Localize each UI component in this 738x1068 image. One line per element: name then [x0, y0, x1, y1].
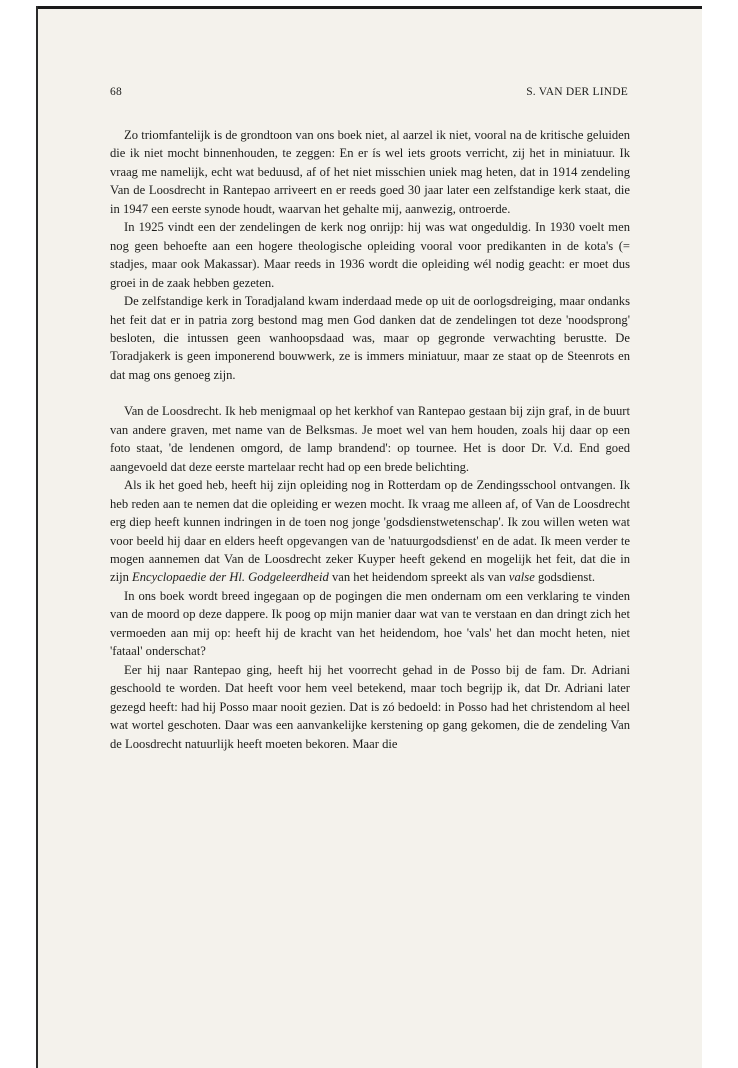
scan-left-border [36, 6, 38, 1068]
paragraph-text: In 1925 vindt een der zendelingen de kerk nog onrijp: hij was wat ongeduldig. In 1930 voelt men nog geen behoefte aan een hogere theologische opleiding vooral voor predikanten in de kota's (= stadjes, maar ook Makassar). Maar reeds in 1936 wordt die opleiding wél nodig geacht: er moet dus groei in de zaak hebben gezeten. [110, 220, 630, 290]
paragraph-text: godsdienst. [534, 570, 595, 585]
paragraph-text: Zo triomfantelijk is de grondtoon van ons boek niet, al aarzel ik niet, vooral na de kritische geluiden die ik niet mocht binnenhouden, te zeggen: En er ís wel iets groots verricht, zij het in miniatuur. Ik vraag me namelijk, echt wat beduusd, af of het niet misschien uniek mag heten, dat in 1914 zendeling Van de Loosdrecht in Rantepao arriveert en er reeds goed 30 jaar later een zelfstandige kerk staat, die in 1947 een eerste synode houdt, waarvan het gehalte mij, aanwezig, ontroerde. [110, 128, 630, 216]
scan-top-border [36, 6, 702, 9]
paragraph-text: Van de Loosdrecht. Ik heb menigmaal op het kerkhof van Rantepao gestaan bij zijn graf, in de buurt van andere graven, met name van de Belksmas. Je moet wel van hem houden, zoals hij daar op een foto staat, 'de lendenen omgord, de lamp brandend': op tournee. Het is door Dr. V.d. End goed aangevoeld dat deze eerste martelaar recht had op een brede belichting. [110, 404, 630, 474]
paragraph-7 [110, 661, 630, 753]
book-title-italic: Encyclopaedie der Hl. Godgeleerdheid [132, 570, 329, 585]
paragraph-4 [110, 402, 630, 476]
paragraph-text: De zelfstandige kerk in Toradjaland kwam inderdaad mede op uit de oorlogsdreiging, maar ondanks het feit dat er in patria zorg bestond mag men God danken dat de zendelingen tot deze 'noodsprong' besloten, die intussen geen wanhoopsdaad was, maar op gegronde verwachting berustte. De Toradjakerk is geen imponerend bouwwerk, ze is immers miniatuur, maar ze staat op de Steenrots en dat mag ons genoeg zijn. [110, 294, 630, 382]
paragraph-text: Eer hij naar Rantepao ging, heeft hij het voorrecht gehad in de Posso bij de fam. Dr. Adriani geschoold te worden. Dat heeft voor hem veel betekend, maar toch begrijp ik, dat Dr. Adriani later gezegd heeft: had hij Posso maar nooit gezien. Dat is zó bedoeld: in Posso had het christendom al heel wat wortel geschoten. Daar was een aanvankelijke kerstening op gang gekomen, die de zendeling Van de Loosdrecht natuurlijk heeft moeten bekoren. Maar die [110, 662, 630, 751]
paragraph-3 [110, 292, 630, 384]
paragraph-text: van het heidendom spreekt als van [328, 570, 509, 585]
paragraph-2 [110, 218, 630, 292]
paragraph-6 [110, 587, 630, 661]
page-number: 68 [110, 86, 122, 98]
paragraph-1 [110, 126, 630, 218]
body-text [110, 126, 630, 753]
running-head: S. VAN DER LINDE [526, 86, 628, 98]
emphasis-italic: valse [508, 570, 535, 585]
paragraph-text: In ons boek wordt breed ingegaan op de pogingen die men ondernam om een verklaring te vinden van de moord op deze dappere. Ik poog op mijn manier daar wat van te verstaan en dan dringt zich het vermoeden aan mij op: heeft hij de kracht van het heidendom, hoe 'vals' het dan mocht heten, niet 'fataal' onderschat? [110, 588, 630, 659]
paragraph-text: Als ik het goed heb, heeft hij zijn opleiding nog in Rotterdam op de Zendingsschool ontvangen. Ik heb reden aan te nemen dat die opleiding er wezen mocht. Ik vraag me alleen af, of Van de Loosdrecht erg diep heeft kunnen indringen in de toen nog jonge 'godsdienstwetenschap'. Ik zou willen weten wat voor beeld hij daar en elders heeft opgevangen van de 'natuurgodsdienst' en de adat. Ik meen verder te mogen aannemen dat Van de Loosdrecht zeker Kuyper heeft gekend en mogelijk het feit, dat die in zijn [110, 478, 630, 585]
paragraph-5 [110, 476, 630, 587]
